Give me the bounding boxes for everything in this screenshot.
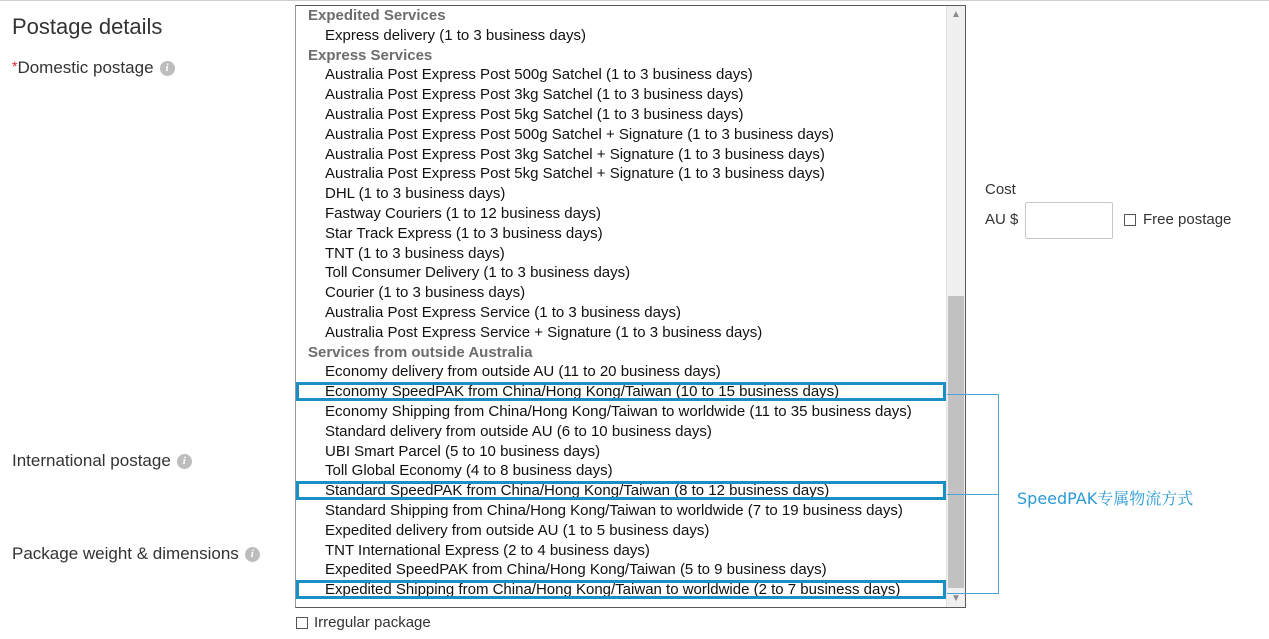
- dropdown-option[interactable]: Expedited Shipping from China/Hong Kong/Taiwan to worldwide (2 to 7 business days): [296, 580, 947, 600]
- dropdown-option[interactable]: Toll Global Economy (4 to 8 business days): [325, 462, 613, 480]
- scroll-up-arrow-icon[interactable]: ▲: [951, 9, 961, 20]
- irregular-package-option[interactable]: [296, 614, 431, 631]
- dropdown-option[interactable]: Fastway Couriers (1 to 12 business days): [325, 204, 601, 222]
- dropdown-option[interactable]: Standard SpeedPAK from China/Hong Kong/Taiwan (8 to 12 business days): [296, 481, 947, 501]
- dropdown-option[interactable]: Expedited SpeedPAK from China/Hong Kong/Taiwan (5 to 9 business days): [325, 561, 827, 579]
- info-icon[interactable]: i: [245, 547, 260, 562]
- option-group-header: Services from outside Australia: [308, 343, 533, 361]
- dropdown-option[interactable]: Toll Consumer Delivery (1 to 3 business days): [325, 264, 631, 282]
- scroll-down-arrow-icon[interactable]: ▼: [951, 593, 961, 604]
- top-divider: [0, 0, 1269, 1]
- dropdown-option[interactable]: Australia Post Express Post 3kg Satchel + Signature (1 to 3 business days): [325, 145, 825, 163]
- package-weight-text: Package weight & dimensions: [12, 544, 239, 563]
- dropdown-options: [296, 6, 947, 600]
- dropdown-option[interactable]: Standard Shipping from China/Hong Kong/Taiwan to worldwide (7 to 19 business days): [325, 501, 903, 519]
- dropdown-option[interactable]: Australia Post Express Post 5kg Satchel (1 to 3 business days): [325, 105, 744, 123]
- dropdown-option[interactable]: Economy Shipping from China/Hong Kong/Taiwan to worldwide (11 to 35 business days): [325, 402, 912, 420]
- dropdown-option[interactable]: Australia Post Express Post 500g Satchel + Signature (1 to 3 business days): [325, 125, 835, 143]
- package-weight-label: [12, 544, 260, 564]
- irregular-package-text: Irregular package: [314, 614, 431, 631]
- international-postage-text: International postage: [12, 451, 171, 470]
- speedpak-annotation: SpeedPAK专属物流方式: [1017, 489, 1194, 508]
- dropdown-option[interactable]: Australia Post Express Post 3kg Satchel (1 to 3 business days): [325, 86, 744, 104]
- free-postage-checkbox[interactable]: [1124, 214, 1136, 226]
- dropdown-option[interactable]: DHL (1 to 3 business days): [325, 185, 506, 203]
- dropdown-option[interactable]: Express delivery (1 to 3 business days): [325, 26, 586, 44]
- irregular-package-checkbox[interactable]: [296, 617, 308, 629]
- dropdown-option[interactable]: TNT International Express (2 to 4 business days): [325, 541, 650, 559]
- dropdown-option[interactable]: Standard delivery from outside AU (6 to 10 business days): [325, 422, 712, 440]
- info-icon[interactable]: i: [177, 454, 192, 469]
- currency-label: AU $: [985, 211, 1019, 228]
- domestic-postage-text: Domestic postage: [17, 58, 154, 77]
- option-group-header: Expedited Services: [308, 7, 446, 24]
- domestic-postage-label: [12, 58, 175, 78]
- dropdown-option[interactable]: Australia Post Express Post 5kg Satchel + Signature (1 to 3 business days): [325, 165, 825, 183]
- option-group-header: Express Services: [308, 46, 433, 64]
- free-postage-option[interactable]: [1124, 211, 1231, 228]
- international-postage-label: [12, 451, 192, 471]
- dropdown-option[interactable]: Australia Post Express Post 500g Satchel (1 to 3 business days): [325, 66, 753, 84]
- dropdown-option[interactable]: Courier (1 to 3 business days): [325, 284, 526, 302]
- dropdown-option[interactable]: TNT (1 to 3 business days): [325, 244, 505, 262]
- free-postage-text: Free postage: [1143, 211, 1232, 228]
- section-title: Postage details: [12, 14, 163, 39]
- postage-service-dropdown-list[interactable]: [295, 5, 966, 608]
- annotation-connector: [947, 494, 999, 495]
- dropdown-option[interactable]: Economy SpeedPAK from China/Hong Kong/Taiwan (10 to 15 business days): [296, 382, 947, 402]
- cost-label: Cost: [985, 181, 1016, 198]
- cost-input[interactable]: [1025, 202, 1113, 239]
- info-icon[interactable]: i: [160, 61, 175, 76]
- dropdown-option[interactable]: Australia Post Express Service (1 to 3 business days): [325, 303, 681, 321]
- dropdown-option[interactable]: Star Track Express (1 to 3 business days): [325, 224, 603, 242]
- dropdown-option[interactable]: UBI Smart Parcel (5 to 10 business days): [325, 442, 601, 460]
- required-mark: *: [12, 58, 18, 74]
- dropdown-option[interactable]: Economy delivery from outside AU (11 to 20 business days): [325, 363, 721, 381]
- dropdown-option[interactable]: Australia Post Express Service + Signature (1 to 3 business days): [325, 323, 763, 341]
- dropdown-option[interactable]: Expedited delivery from outside AU (1 to 5 business days): [325, 521, 710, 539]
